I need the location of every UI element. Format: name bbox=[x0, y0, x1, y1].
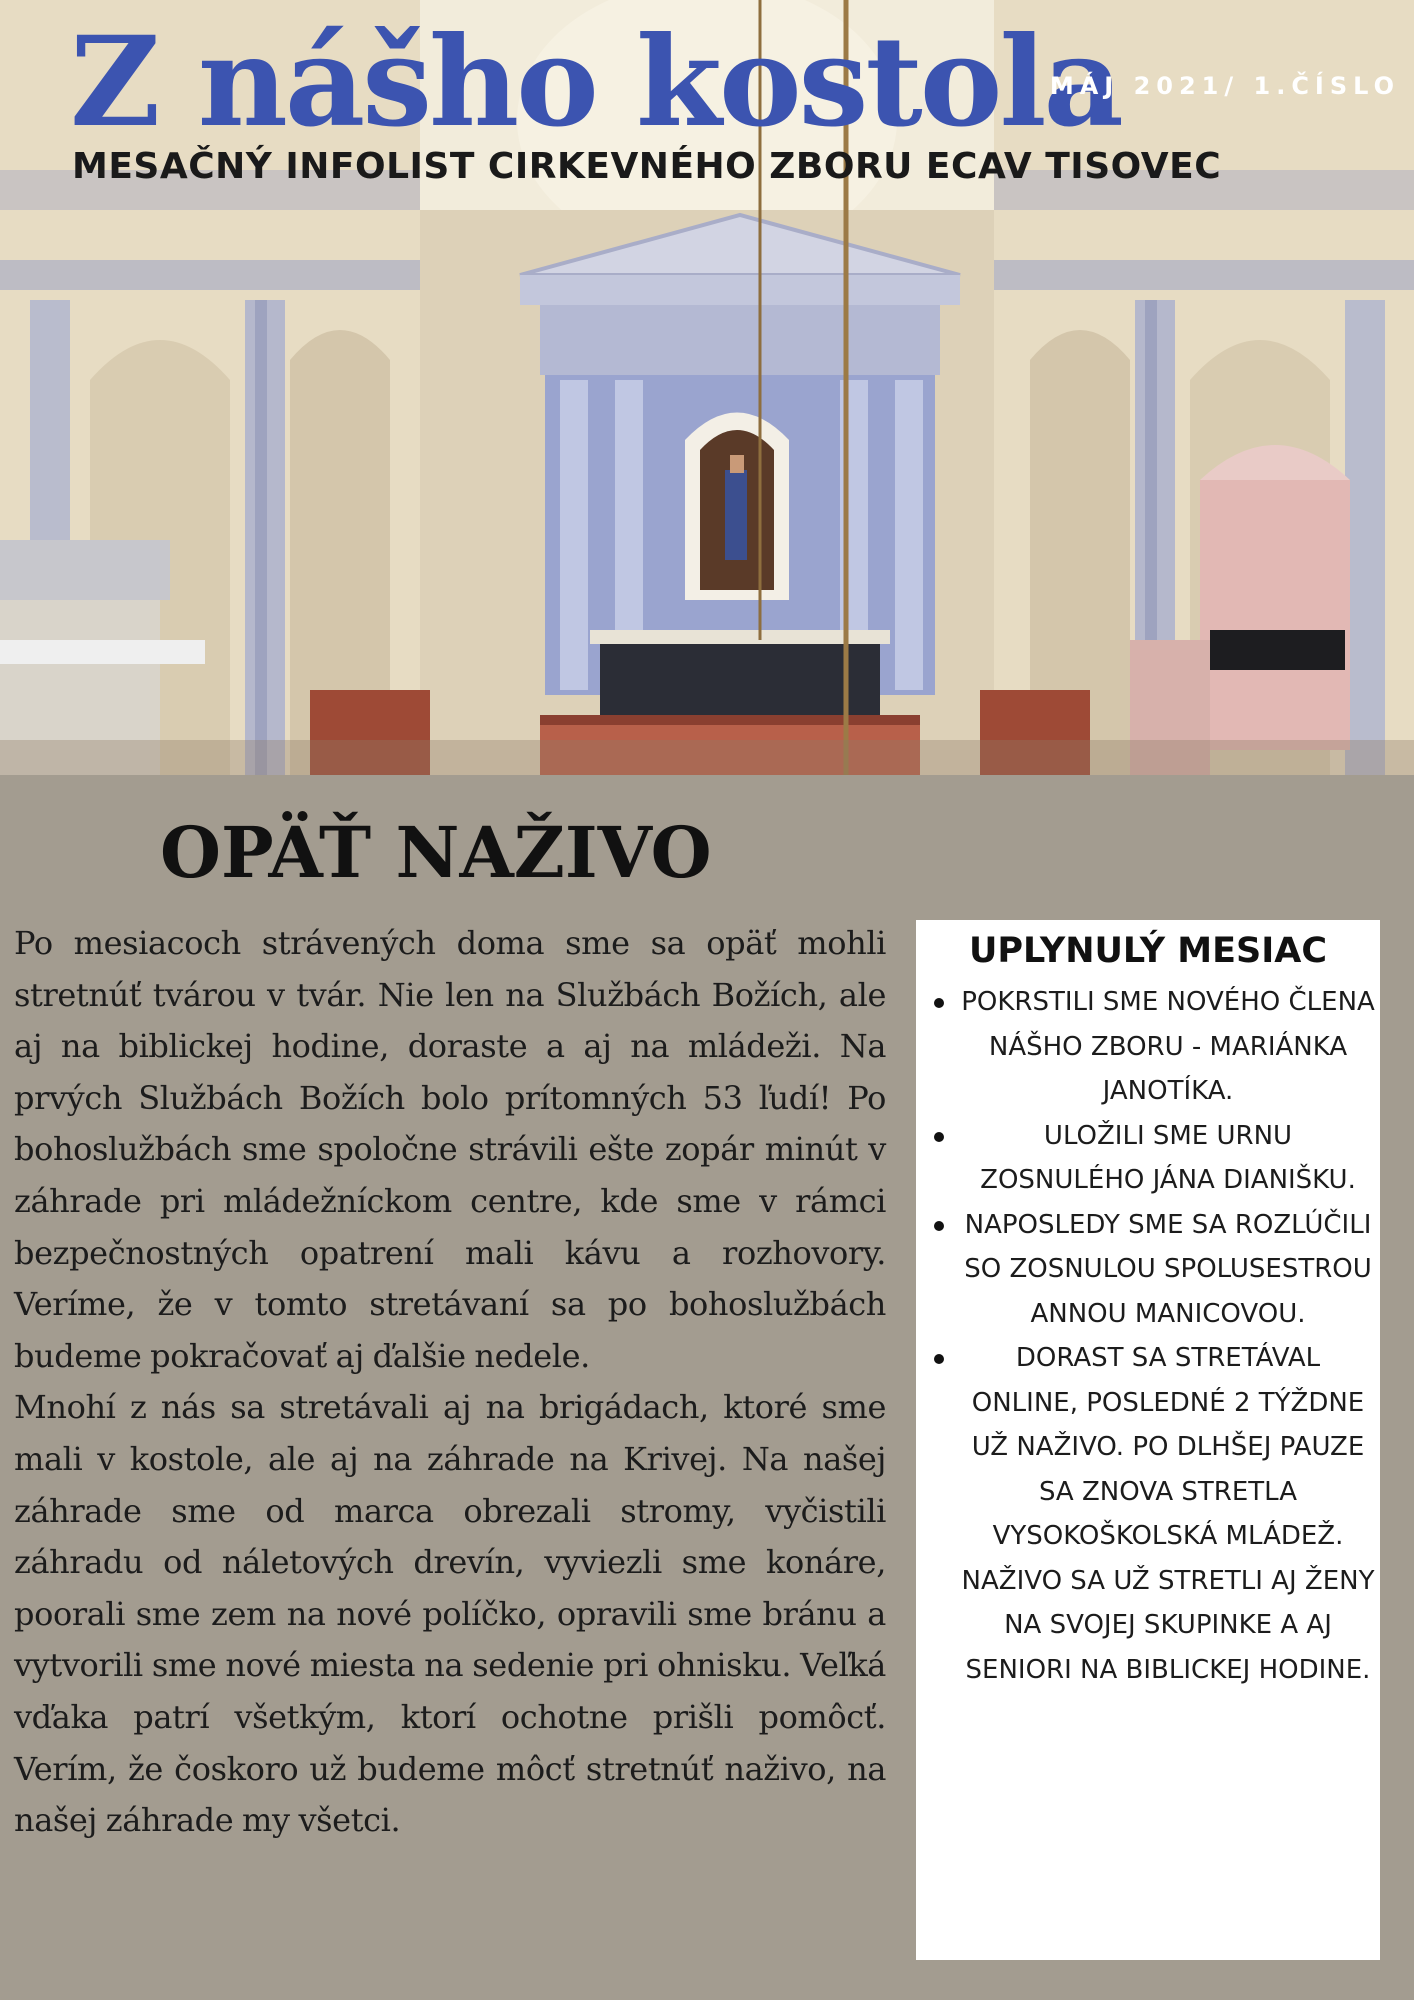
masthead-title: Z nášho kostola bbox=[70, 10, 1121, 155]
article-paragraph: Mnohí z nás sa stretávali aj na brigádach, ktoré sme mali v kostole, ale aj na záhrade na Krivej. Na našej záhrade sme od marca obrezali stromy, vyčistili záhradu od náletových drevín, vyviezli sme konáre, poorali sme zem na nové políčko, opravili sme bránu a vytvorili sme nové miesta na sedenie pri ohnisku. Veľká vďaka patrí všetkým, ktorí ochotne prišli pomôcť. Verím, že čoskoro už budeme môcť stretnúť naživo, na našej záhrade my všetci. bbox=[14, 1388, 886, 1840]
list-item-text: NAPOSLEDY SME SA ROZLÚČILI SO ZOSNULOU SPOLUSESTROU ANNOU MANICOVOU. bbox=[964, 1209, 1372, 1329]
list-item-text: POKRSTILI SME NOVÉHO ČLENA NÁŠHO ZBORU - MARIÁNKA JANOTÍKA. bbox=[961, 987, 1375, 1106]
list-item bbox=[916, 1336, 1380, 1692]
article-paragraph: Po mesiacoch strávených doma sme sa opäť mohli stretnúť tvárou v tvár. Nie len na Službách Božích, ale aj na biblickej hodine, doraste a aj na mládeži. Na prvých Službách Božích bolo prítomných 53 ľudí! Po bohoslužbách sme spoločne strávili ešte zopár minút v záhrade pri mládežníckom centre, kde sme v rámci bezpečnostných opatrení mali kávu a rozhovory. Veríme, že v tomto stretávaní sa po bohoslužbách budeme pokračovať aj ďalšie nedele. bbox=[14, 924, 886, 1375]
masthead-subtitle: MESAČNÝ INFOLIST CIRKEVNÉHO ZBORU ECAV TISOVEC bbox=[72, 146, 1222, 187]
bullet-icon bbox=[934, 1354, 944, 1364]
list-item-text: DORAST SA STRETÁVAL ONLINE, POSLEDNÉ 2 TÝŽDNE UŽ NAŽIVO. PO DLHŠEJ PAUZE SA ZNOVA STRETLA VYSOKOŠKOLSKÁ MLÁDEŽ. NAŽIVO SA UŽ STRETLI AJ ŽENY NA SVOJEJ SKUPINKE A AJ SENIORI NA BIBLICKEJ HODINE. bbox=[961, 1343, 1375, 1685]
bullet-icon bbox=[934, 1132, 944, 1142]
article-body bbox=[14, 918, 886, 1847]
article-heading: OPÄŤ NAŽIVO bbox=[160, 811, 712, 894]
hero-church-photo bbox=[0, 0, 1414, 775]
list-item bbox=[916, 980, 1380, 1114]
bullet-icon bbox=[934, 998, 944, 1008]
list-item bbox=[916, 1114, 1380, 1203]
list-item bbox=[916, 1203, 1380, 1337]
bullet-icon bbox=[934, 1221, 944, 1231]
sidebar-title: UPLYNULÝ MESIAC bbox=[968, 931, 1328, 971]
sidebar-last-month bbox=[916, 920, 1380, 1960]
sidebar-list bbox=[916, 980, 1380, 1692]
list-item-text: ULOŽILI SME URNU ZOSNULÉHO JÁNA DIANIŠKU. bbox=[980, 1120, 1356, 1195]
issue-date: MÁJ 2021/ 1.ČÍSLO bbox=[1049, 72, 1400, 100]
